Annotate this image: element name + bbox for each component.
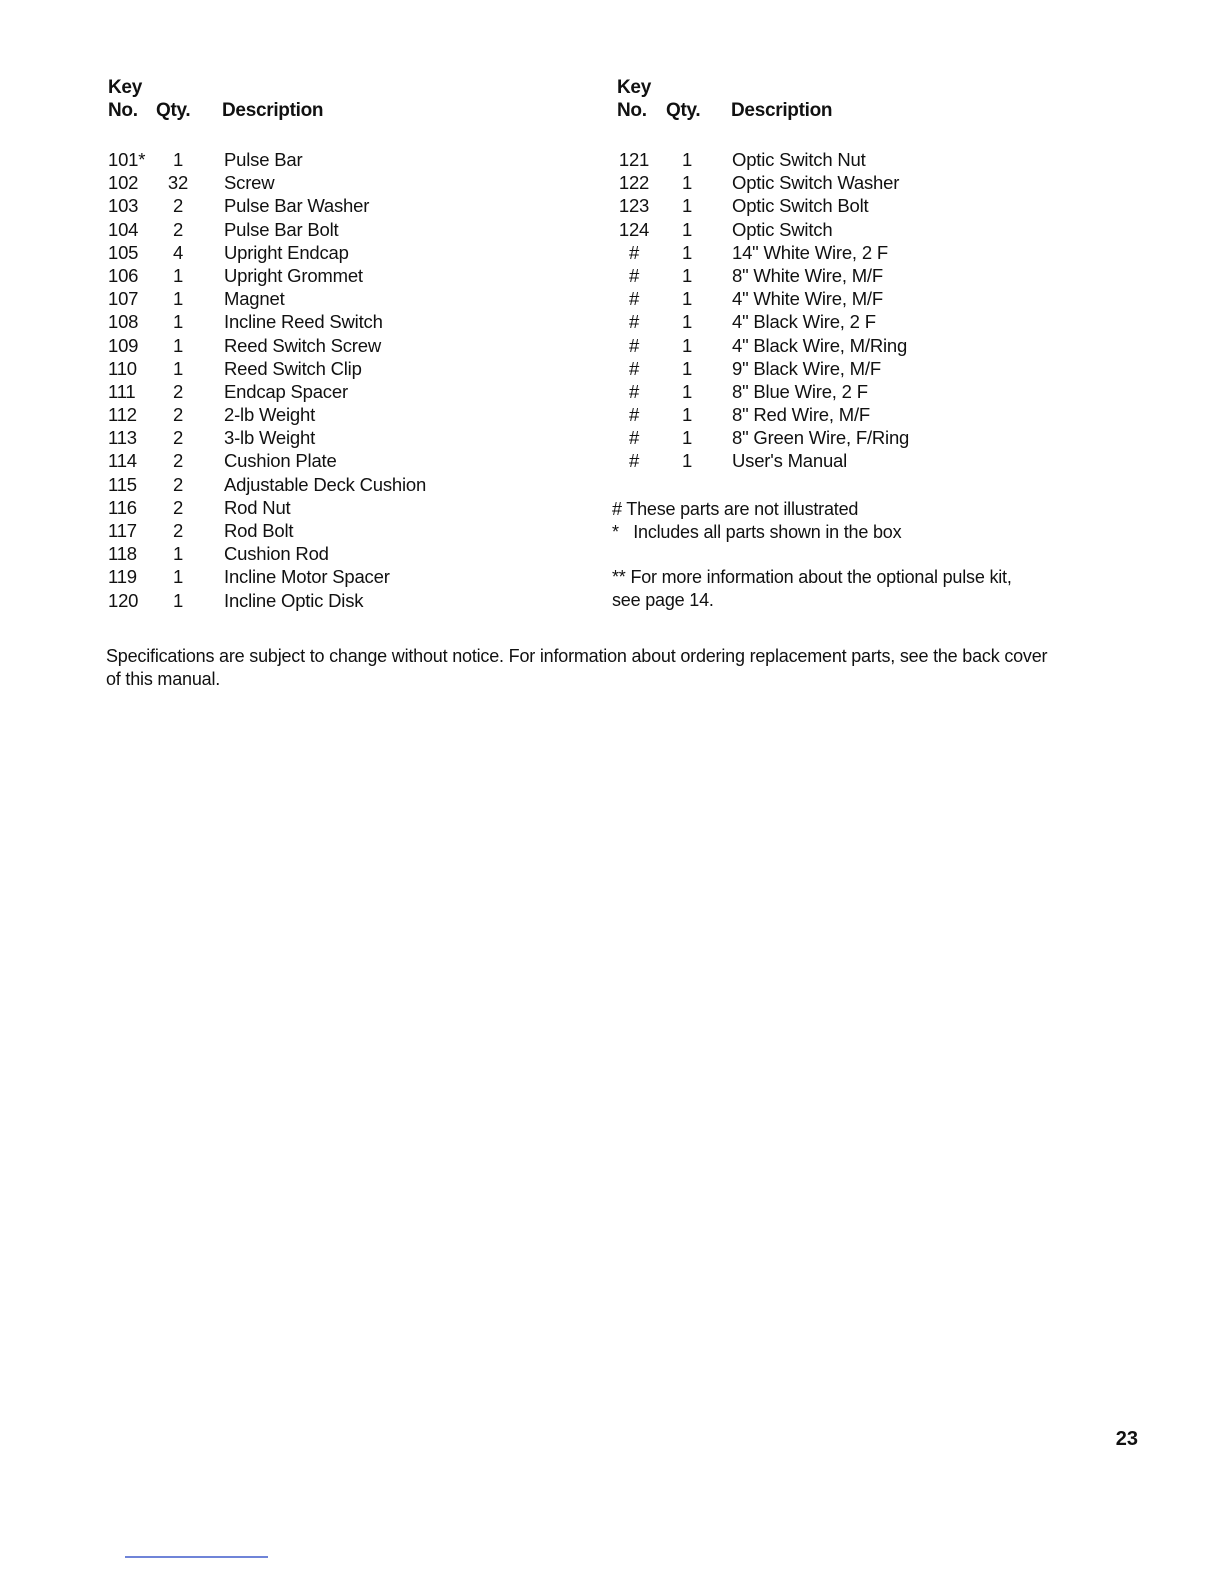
part-description: Screw bbox=[224, 172, 275, 194]
header-description: Description bbox=[222, 100, 324, 121]
part-key: 116 bbox=[108, 496, 137, 518]
part-key: 119 bbox=[108, 566, 137, 588]
part-description: Optic Switch Bolt bbox=[732, 195, 869, 217]
parts-notes bbox=[612, 498, 1082, 612]
parts-table-header-left bbox=[108, 76, 568, 124]
part-row bbox=[108, 218, 568, 241]
part-description: Endcap Spacer bbox=[224, 380, 348, 402]
part-qty: 1 bbox=[681, 288, 693, 310]
part-qty: 2 bbox=[172, 496, 184, 518]
part-qty: 1 bbox=[681, 218, 693, 240]
part-key: 104 bbox=[108, 218, 139, 240]
part-row bbox=[617, 449, 1087, 472]
scan-artifact-line bbox=[125, 1556, 268, 1558]
part-row bbox=[108, 473, 568, 496]
part-key: # bbox=[628, 288, 640, 310]
part-qty: 1 bbox=[172, 288, 184, 310]
part-key: 118 bbox=[108, 543, 137, 565]
part-description: Cushion Rod bbox=[224, 543, 329, 565]
part-qty: 2 bbox=[172, 218, 184, 240]
part-key: # bbox=[628, 334, 640, 356]
part-qty: 32 bbox=[167, 172, 189, 194]
part-description: 4" Black Wire, M/Ring bbox=[732, 334, 908, 356]
part-row bbox=[108, 148, 568, 171]
part-description: Pulse Bar Washer bbox=[224, 195, 370, 217]
part-description: 14" White Wire, 2 F bbox=[732, 241, 888, 263]
part-description: Pulse Bar Bolt bbox=[224, 218, 339, 240]
part-row bbox=[617, 357, 1087, 380]
part-row bbox=[108, 519, 568, 542]
part-key: 102 bbox=[108, 172, 139, 194]
part-row bbox=[617, 241, 1087, 264]
note-more-info bbox=[612, 566, 1082, 589]
note-includes-parts bbox=[612, 521, 1082, 544]
part-qty: 1 bbox=[681, 241, 693, 263]
part-row bbox=[617, 426, 1087, 449]
part-qty: 1 bbox=[681, 311, 693, 333]
part-description: Optic Switch Washer bbox=[732, 172, 900, 194]
part-qty: 1 bbox=[681, 195, 693, 217]
part-qty: 1 bbox=[681, 172, 693, 194]
part-key: 107 bbox=[108, 288, 139, 310]
part-key: 103 bbox=[108, 195, 139, 217]
part-qty: 1 bbox=[681, 264, 693, 286]
part-key: 113 bbox=[108, 427, 137, 449]
part-row bbox=[617, 310, 1087, 333]
part-qty: 1 bbox=[681, 404, 693, 426]
part-key: 117 bbox=[108, 520, 137, 541]
specifications-note: Specifications are subject to change without notice. For information about ordering replacement parts, see the back cover of this manual. bbox=[106, 646, 1048, 689]
note-more-info-line2: see page 14. bbox=[612, 590, 714, 610]
header-key: Key bbox=[108, 77, 142, 98]
part-qty: 1 bbox=[681, 450, 693, 472]
part-key: 121 bbox=[618, 149, 650, 170]
part-qty: 1 bbox=[172, 264, 184, 286]
part-qty: 1 bbox=[681, 427, 693, 449]
part-description: 4" Black Wire, 2 F bbox=[732, 311, 876, 333]
part-qty: 4 bbox=[172, 241, 184, 263]
part-description: Cushion Plate bbox=[224, 450, 337, 472]
parts-list-left bbox=[108, 76, 568, 611]
part-description: 8" Green Wire, F/Ring bbox=[732, 427, 910, 449]
parts-rows-left bbox=[108, 148, 568, 612]
part-description: Rod Nut bbox=[224, 496, 291, 518]
note-more-info-line1: For more information about the optional pulse kit, bbox=[630, 567, 1012, 587]
part-description: 2-lb Weight bbox=[224, 404, 316, 426]
part-row bbox=[617, 218, 1087, 241]
part-row bbox=[617, 334, 1087, 357]
part-row bbox=[108, 403, 568, 426]
part-qty: 1 bbox=[172, 543, 184, 565]
part-key: 109 bbox=[108, 334, 139, 356]
part-key: # bbox=[628, 357, 640, 379]
part-row bbox=[617, 194, 1087, 217]
part-key: 120 bbox=[108, 589, 139, 611]
part-description: Upright Endcap bbox=[224, 241, 349, 263]
part-description: 8" White Wire, M/F bbox=[732, 264, 883, 286]
part-description: 9" Black Wire, M/F bbox=[732, 357, 881, 379]
part-description: Upright Grommet bbox=[224, 264, 363, 286]
part-row bbox=[108, 264, 568, 287]
part-qty: 1 bbox=[172, 357, 184, 379]
part-description: Incline Optic Disk bbox=[224, 589, 364, 611]
part-row bbox=[108, 542, 568, 565]
parts-table-header-right bbox=[617, 76, 1087, 124]
double-asterisk-mark: ** bbox=[612, 567, 626, 587]
header-description: Description bbox=[731, 100, 833, 121]
part-description: Optic Switch Nut bbox=[732, 149, 866, 170]
part-key: 112 bbox=[108, 404, 137, 426]
part-key: # bbox=[628, 380, 640, 402]
part-row bbox=[108, 171, 568, 194]
part-description: Rod Bolt bbox=[224, 520, 294, 541]
part-key: 110 bbox=[108, 357, 137, 379]
part-qty: 1 bbox=[172, 311, 184, 333]
part-qty: 1 bbox=[681, 357, 693, 379]
part-qty: 1 bbox=[172, 589, 184, 611]
part-row bbox=[108, 449, 568, 472]
part-description: Pulse Bar bbox=[224, 149, 303, 170]
header-no: No. bbox=[617, 100, 647, 121]
part-qty: 1 bbox=[172, 149, 184, 170]
part-row bbox=[108, 357, 568, 380]
part-row bbox=[108, 241, 568, 264]
asterisk-mark: * bbox=[612, 522, 619, 542]
part-description: Adjustable Deck Cushion bbox=[224, 473, 427, 495]
part-qty: 1 bbox=[681, 380, 693, 402]
part-qty: 2 bbox=[172, 427, 184, 449]
part-key: 122 bbox=[618, 172, 650, 194]
part-key: 115 bbox=[108, 473, 137, 495]
part-key: 114 bbox=[108, 450, 137, 472]
part-description: 3-lb Weight bbox=[224, 427, 316, 449]
part-row bbox=[617, 148, 1087, 171]
part-description: User's Manual bbox=[732, 450, 848, 472]
part-row bbox=[108, 565, 568, 588]
header-qty: Qty. bbox=[156, 100, 191, 121]
part-row bbox=[617, 403, 1087, 426]
note-includes-text: Includes all parts shown in the box bbox=[633, 522, 902, 542]
part-description: Incline Reed Switch bbox=[224, 311, 383, 333]
part-row bbox=[108, 426, 568, 449]
part-row bbox=[108, 589, 568, 612]
part-description: Reed Switch Clip bbox=[224, 357, 362, 379]
part-description: Magnet bbox=[224, 288, 285, 310]
part-row bbox=[108, 194, 568, 217]
part-description: 8" Blue Wire, 2 F bbox=[732, 380, 868, 402]
part-qty: 1 bbox=[681, 334, 693, 356]
note-not-illustrated: # These parts are not illustrated bbox=[612, 499, 859, 519]
part-qty: 2 bbox=[172, 473, 184, 495]
part-key: # bbox=[628, 427, 640, 449]
part-key: # bbox=[628, 241, 640, 263]
part-key: 108 bbox=[108, 311, 139, 333]
parts-list-right bbox=[617, 76, 1087, 472]
part-row bbox=[108, 496, 568, 519]
part-qty: 2 bbox=[172, 404, 184, 426]
part-row bbox=[108, 287, 568, 310]
part-key: # bbox=[628, 450, 640, 472]
part-row bbox=[108, 334, 568, 357]
part-key: 123 bbox=[618, 195, 650, 217]
part-qty: 1 bbox=[172, 334, 184, 356]
header-key: Key bbox=[617, 77, 651, 98]
part-qty: 1 bbox=[681, 149, 693, 170]
part-qty: 2 bbox=[172, 380, 184, 402]
part-key: # bbox=[628, 404, 640, 426]
part-description: Incline Motor Spacer bbox=[224, 566, 390, 588]
part-row bbox=[108, 310, 568, 333]
header-qty: Qty. bbox=[666, 100, 701, 121]
page-number: 23 bbox=[1115, 1428, 1138, 1450]
part-qty: 2 bbox=[172, 195, 184, 217]
part-description: Optic Switch bbox=[732, 218, 833, 240]
part-description: 4" White Wire, M/F bbox=[732, 288, 883, 310]
part-row bbox=[108, 380, 568, 403]
part-description: Reed Switch Screw bbox=[224, 334, 381, 356]
parts-rows-right bbox=[617, 148, 1087, 473]
part-key: 105 bbox=[108, 241, 139, 263]
part-key: 106 bbox=[108, 264, 139, 286]
part-qty: 1 bbox=[172, 566, 184, 588]
part-description: 8" Red Wire, M/F bbox=[732, 404, 871, 426]
part-row bbox=[617, 264, 1087, 287]
part-row bbox=[617, 287, 1087, 310]
part-key: # bbox=[628, 311, 640, 333]
part-key: 111 bbox=[108, 380, 136, 402]
part-row bbox=[617, 171, 1087, 194]
part-row bbox=[617, 380, 1087, 403]
part-key: 124 bbox=[618, 218, 650, 240]
part-key: # bbox=[628, 264, 640, 286]
header-no: No. bbox=[108, 100, 138, 121]
part-qty: 2 bbox=[172, 520, 184, 541]
part-key: 101* bbox=[108, 149, 146, 170]
part-qty: 2 bbox=[172, 450, 184, 472]
